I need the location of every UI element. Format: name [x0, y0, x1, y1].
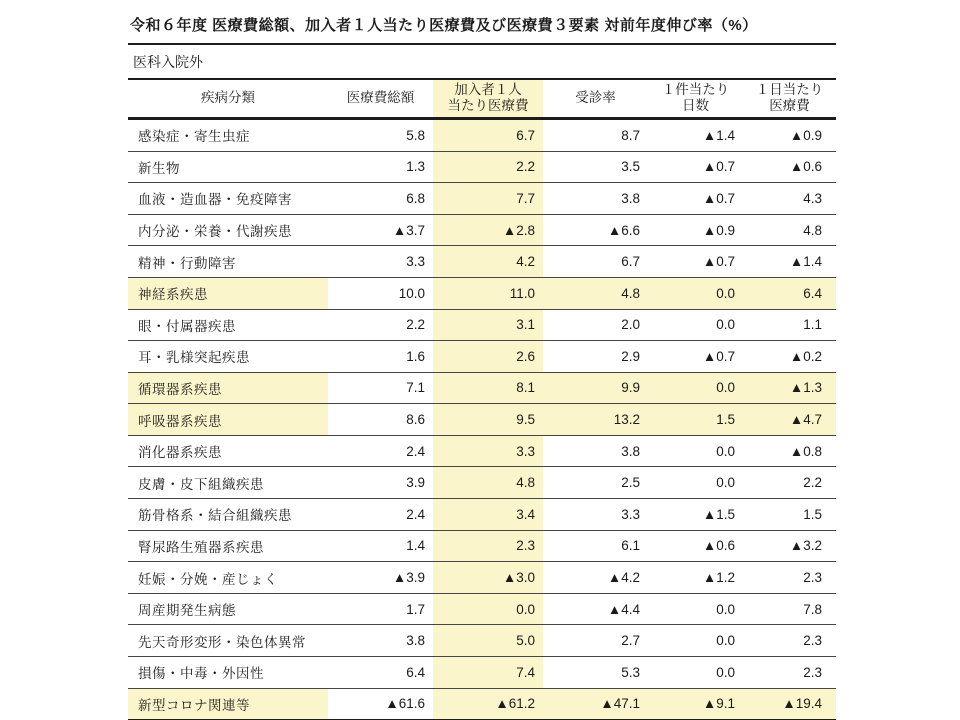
value-cell: ▲4.4	[543, 593, 648, 625]
value-cell: 8.7	[543, 118, 648, 151]
value-cell: 0.0	[648, 435, 743, 467]
disease-category-cell: 精神・行動障害	[128, 246, 328, 278]
page-title: 令和６年度 医療費総額、加入者１人当たり医療費及び医療費３要素 対前年度伸び率（%）	[128, 8, 836, 45]
value-cell: 1.7	[328, 593, 433, 625]
disease-category-cell: 先天奇形変形・染色体異常	[128, 625, 328, 657]
value-cell: ▲0.7	[648, 151, 743, 183]
disease-category-cell: 筋骨格系・結合組織疾患	[128, 499, 328, 531]
value-cell: 2.3	[743, 562, 836, 594]
table-row	[128, 246, 836, 278]
col-header-expense-per-day	[743, 79, 836, 118]
table-row	[128, 151, 836, 183]
disease-category-cell: 神経系疾患	[128, 277, 328, 309]
disease-category-cell: 新生物	[128, 151, 328, 183]
value-cell: 0.0	[648, 467, 743, 499]
value-cell: 2.2	[433, 151, 543, 183]
value-cell: 2.2	[328, 309, 433, 341]
disease-category-cell: 循環器系疾患	[128, 372, 328, 404]
table-row	[128, 562, 836, 594]
header-row	[128, 79, 836, 118]
value-cell: ▲0.7	[648, 246, 743, 278]
value-cell: ▲61.2	[433, 688, 543, 720]
disease-category-cell: 損傷・中毒・外因性	[128, 657, 328, 689]
value-cell: 8.1	[433, 372, 543, 404]
value-cell: ▲3.7	[328, 214, 433, 246]
value-cell: ▲6.6	[543, 214, 648, 246]
table-body	[128, 118, 836, 720]
value-cell: 2.0	[543, 309, 648, 341]
value-cell: 9.9	[543, 372, 648, 404]
table-row	[128, 625, 836, 657]
table-row	[128, 341, 836, 373]
value-cell: 1.5	[648, 404, 743, 436]
value-cell: 1.1	[743, 309, 836, 341]
disease-category-cell: 眼・付属器疾患	[128, 309, 328, 341]
table-row	[128, 530, 836, 562]
value-cell: ▲0.9	[648, 214, 743, 246]
value-cell: ▲4.7	[743, 404, 836, 436]
value-cell: 7.1	[328, 372, 433, 404]
value-cell: ▲3.0	[433, 562, 543, 594]
col-header-consultation-rate: 受診率	[543, 79, 648, 118]
disease-category-cell: 妊娠・分娩・産じょく	[128, 562, 328, 594]
value-cell: 0.0	[648, 593, 743, 625]
value-cell: ▲0.2	[743, 341, 836, 373]
value-cell: 2.5	[543, 467, 648, 499]
value-cell: 4.8	[543, 277, 648, 309]
value-cell: 1.4	[328, 530, 433, 562]
value-cell: ▲9.1	[648, 688, 743, 720]
value-cell: 6.8	[328, 183, 433, 215]
value-cell: ▲0.7	[648, 341, 743, 373]
value-cell: 3.3	[543, 499, 648, 531]
value-cell: ▲0.6	[743, 151, 836, 183]
value-cell: 2.7	[543, 625, 648, 657]
value-cell: 3.3	[433, 435, 543, 467]
value-cell: 3.9	[328, 467, 433, 499]
col-header-expense-per-day-line2: 医療費	[769, 98, 810, 114]
value-cell: 8.6	[328, 404, 433, 436]
disease-category-cell: 腎尿路生殖器系疾患	[128, 530, 328, 562]
value-cell: 3.3	[328, 246, 433, 278]
value-cell: 6.4	[328, 657, 433, 689]
value-cell: 10.0	[328, 277, 433, 309]
value-cell: ▲0.9	[743, 118, 836, 151]
value-cell: ▲19.4	[743, 688, 836, 720]
table-row	[128, 404, 836, 436]
value-cell: 4.2	[433, 246, 543, 278]
disease-category-cell: 感染症・寄生虫症	[128, 118, 328, 151]
disease-category-cell: 呼吸器系疾患	[128, 404, 328, 436]
value-cell: 4.8	[743, 214, 836, 246]
value-cell: 0.0	[648, 372, 743, 404]
value-cell: 1.3	[328, 151, 433, 183]
value-cell: ▲0.7	[648, 183, 743, 215]
table-row	[128, 118, 836, 151]
value-cell: 11.0	[433, 277, 543, 309]
value-cell: 3.8	[543, 435, 648, 467]
value-cell: 1.6	[328, 341, 433, 373]
value-cell: 6.4	[743, 277, 836, 309]
col-header-disease-category: 疾病分類	[128, 79, 328, 118]
section-label-outpatient: 医科入院外	[133, 54, 203, 70]
value-cell: 7.4	[433, 657, 543, 689]
table-row	[128, 372, 836, 404]
table-row	[128, 309, 836, 341]
medical-expense-growth-table	[128, 78, 836, 720]
disease-category-cell: 皮膚・皮下組織疾患	[128, 467, 328, 499]
value-cell: 6.7	[433, 118, 543, 151]
table-row	[128, 183, 836, 215]
table-row	[128, 214, 836, 246]
value-cell: 2.9	[543, 341, 648, 373]
col-header-days-per-case-line1: １件当たり	[661, 82, 730, 97]
table-row	[128, 593, 836, 625]
col-header-per-capita-line1: 加入者１人	[454, 82, 522, 97]
value-cell: ▲1.4	[743, 246, 836, 278]
value-cell: 3.8	[543, 183, 648, 215]
table-row	[128, 467, 836, 499]
col-header-per-capita-expense	[433, 79, 543, 118]
value-cell: 7.7	[433, 183, 543, 215]
value-cell: 2.6	[433, 341, 543, 373]
value-cell: 9.5	[433, 404, 543, 436]
value-cell: 0.0	[648, 657, 743, 689]
value-cell: 4.3	[743, 183, 836, 215]
value-cell: 3.8	[328, 625, 433, 657]
disease-category-cell: 消化器系疾患	[128, 435, 328, 467]
value-cell: 6.7	[543, 246, 648, 278]
value-cell: ▲2.8	[433, 214, 543, 246]
value-cell: 7.8	[743, 593, 836, 625]
value-cell: 2.4	[328, 499, 433, 531]
value-cell: ▲61.6	[328, 688, 433, 720]
value-cell: 2.3	[433, 530, 543, 562]
table-row	[128, 435, 836, 467]
disease-category-cell: 内分泌・栄養・代謝疾患	[128, 214, 328, 246]
col-header-per-capita-line2: 当たり医療費	[447, 98, 529, 114]
value-cell: 6.1	[543, 530, 648, 562]
value-cell: ▲3.2	[743, 530, 836, 562]
value-cell: 3.1	[433, 309, 543, 341]
disease-category-cell: 耳・乳様突起疾患	[128, 341, 328, 373]
value-cell: ▲0.8	[743, 435, 836, 467]
value-cell: 3.4	[433, 499, 543, 531]
col-header-days-per-case-line2: 日数	[682, 98, 709, 114]
value-cell: 2.3	[743, 625, 836, 657]
value-cell: 13.2	[543, 404, 648, 436]
col-header-days-per-case	[648, 79, 743, 118]
value-cell: 2.4	[328, 435, 433, 467]
value-cell: 0.0	[433, 593, 543, 625]
col-header-expense-per-day-line1: １日当たり	[755, 82, 824, 97]
value-cell: 2.3	[743, 657, 836, 689]
value-cell: 0.0	[648, 277, 743, 309]
value-cell: 5.8	[328, 118, 433, 151]
value-cell: ▲1.4	[648, 118, 743, 151]
value-cell: 5.3	[543, 657, 648, 689]
value-cell: ▲47.1	[543, 688, 648, 720]
value-cell: ▲0.6	[648, 530, 743, 562]
value-cell: 5.0	[433, 625, 543, 657]
disease-category-cell: 新型コロナ関連等	[128, 688, 328, 720]
value-cell: ▲3.9	[328, 562, 433, 594]
col-header-total-expense: 医療費総額	[328, 79, 433, 118]
value-cell: 3.5	[543, 151, 648, 183]
table-row	[128, 499, 836, 531]
table-row	[128, 688, 836, 720]
value-cell: ▲1.3	[743, 372, 836, 404]
table-row	[128, 657, 836, 689]
value-cell: 0.0	[648, 309, 743, 341]
value-cell: 1.5	[743, 499, 836, 531]
disease-category-cell: 周産期発生病態	[128, 593, 328, 625]
value-cell: ▲1.5	[648, 499, 743, 531]
value-cell: ▲4.2	[543, 562, 648, 594]
value-cell: 2.2	[743, 467, 836, 499]
value-cell: 0.0	[648, 625, 743, 657]
disease-category-cell: 血液・造血器・免疫障害	[128, 183, 328, 215]
report-page	[128, 8, 836, 720]
table-row	[128, 277, 836, 309]
value-cell: 4.8	[433, 467, 543, 499]
value-cell: ▲1.2	[648, 562, 743, 594]
